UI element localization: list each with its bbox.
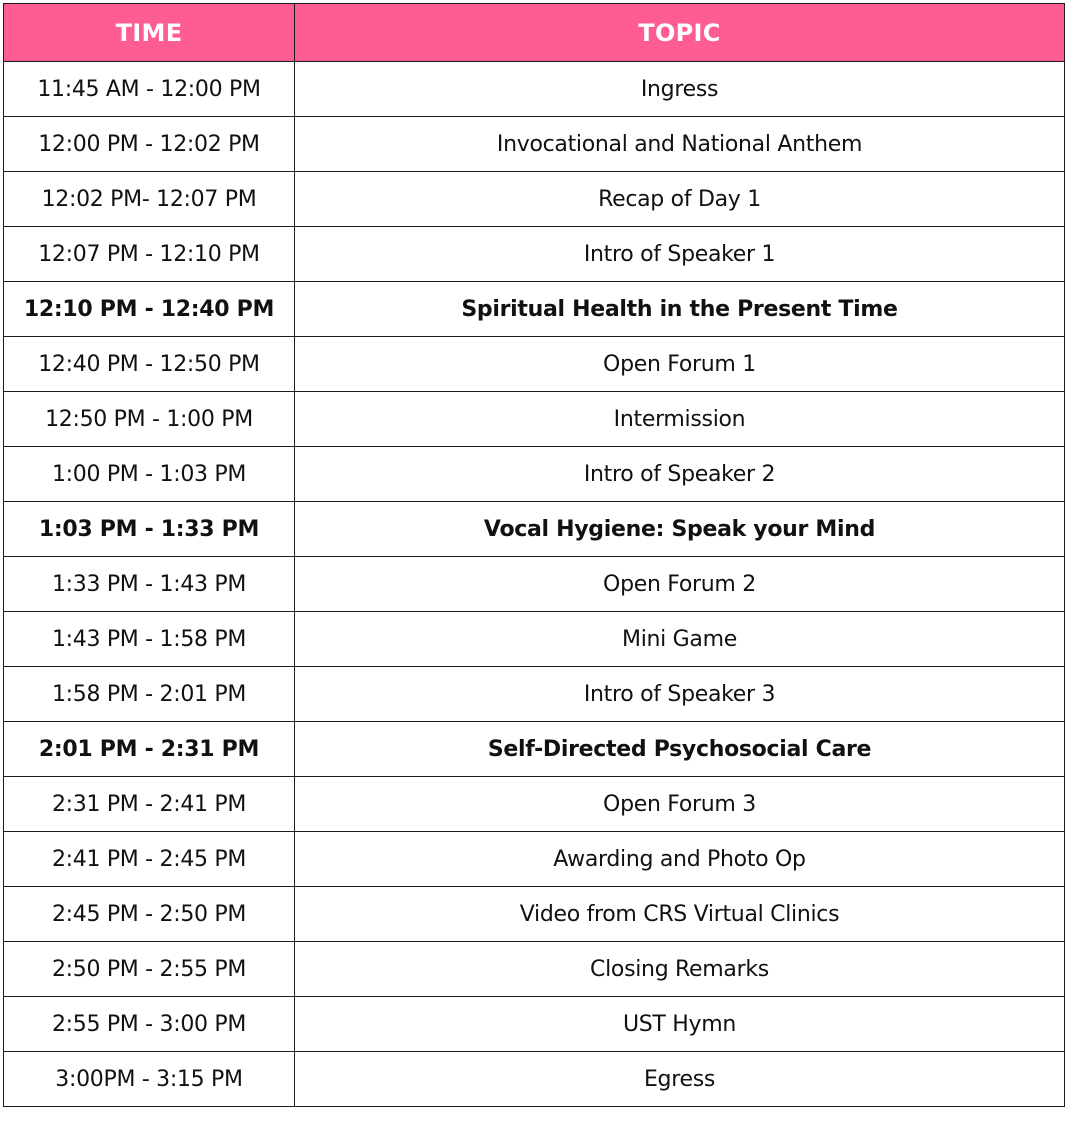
- time-cell: 2:31 PM - 2:41 PM: [4, 777, 295, 832]
- time-cell: 2:01 PM - 2:31 PM: [4, 722, 295, 777]
- time-column-header: TIME: [4, 4, 295, 62]
- topic-cell: Open Forum 1: [295, 337, 1065, 392]
- time-cell: 12:40 PM - 12:50 PM: [4, 337, 295, 392]
- time-cell: 2:41 PM - 2:45 PM: [4, 832, 295, 887]
- time-cell: 2:45 PM - 2:50 PM: [4, 887, 295, 942]
- topic-cell: Recap of Day 1: [295, 172, 1065, 227]
- table-row: [4, 392, 1065, 447]
- topic-cell: Video from CRS Virtual Clinics: [295, 887, 1065, 942]
- time-cell: 12:02 PM- 12:07 PM: [4, 172, 295, 227]
- time-cell: 1:33 PM - 1:43 PM: [4, 557, 295, 612]
- time-cell: 2:50 PM - 2:55 PM: [4, 942, 295, 997]
- topic-cell: Open Forum 3: [295, 777, 1065, 832]
- table-row: [4, 777, 1065, 832]
- topic-cell: Open Forum 2: [295, 557, 1065, 612]
- time-cell: 11:45 AM - 12:00 PM: [4, 62, 295, 117]
- table-row: [4, 282, 1065, 337]
- table-row: [4, 667, 1065, 722]
- topic-cell: Spiritual Health in the Present Time: [295, 282, 1065, 337]
- time-cell: 12:50 PM - 1:00 PM: [4, 392, 295, 447]
- topic-cell: Mini Game: [295, 612, 1065, 667]
- time-cell: 1:58 PM - 2:01 PM: [4, 667, 295, 722]
- table-header: [4, 4, 1065, 62]
- time-cell: 1:03 PM - 1:33 PM: [4, 502, 295, 557]
- topic-cell: Closing Remarks: [295, 942, 1065, 997]
- time-cell: 12:00 PM - 12:02 PM: [4, 117, 295, 172]
- topic-cell: Intermission: [295, 392, 1065, 447]
- time-cell: 12:10 PM - 12:40 PM: [4, 282, 295, 337]
- table-body: [4, 62, 1065, 1107]
- table-row: [4, 502, 1065, 557]
- time-cell: 12:07 PM - 12:10 PM: [4, 227, 295, 282]
- topic-column-header: TOPIC: [295, 4, 1065, 62]
- time-cell: 3:00PM - 3:15 PM: [4, 1052, 295, 1107]
- table-row: [4, 172, 1065, 227]
- table-row: [4, 722, 1065, 777]
- table-row: [4, 612, 1065, 667]
- time-cell: 2:55 PM - 3:00 PM: [4, 997, 295, 1052]
- table-row: [4, 997, 1065, 1052]
- table-row: [4, 447, 1065, 502]
- table-row: [4, 227, 1065, 282]
- topic-cell: Invocational and National Anthem: [295, 117, 1065, 172]
- table-row: [4, 887, 1065, 942]
- header-row: [4, 4, 1065, 62]
- topic-cell: Intro of Speaker 2: [295, 447, 1065, 502]
- table-row: [4, 337, 1065, 392]
- topic-cell: Vocal Hygiene: Speak your Mind: [295, 502, 1065, 557]
- table-row: [4, 1052, 1065, 1107]
- topic-cell: UST Hymn: [295, 997, 1065, 1052]
- table-row: [4, 117, 1065, 172]
- topic-cell: Ingress: [295, 62, 1065, 117]
- topic-cell: Awarding and Photo Op: [295, 832, 1065, 887]
- table-row: [4, 832, 1065, 887]
- topic-cell: Self-Directed Psychosocial Care: [295, 722, 1065, 777]
- topic-cell: Egress: [295, 1052, 1065, 1107]
- schedule-table: [3, 3, 1065, 1107]
- time-cell: 1:43 PM - 1:58 PM: [4, 612, 295, 667]
- table-row: [4, 942, 1065, 997]
- time-cell: 1:00 PM - 1:03 PM: [4, 447, 295, 502]
- topic-cell: Intro of Speaker 3: [295, 667, 1065, 722]
- table-row: [4, 557, 1065, 612]
- table-row: [4, 62, 1065, 117]
- topic-cell: Intro of Speaker 1: [295, 227, 1065, 282]
